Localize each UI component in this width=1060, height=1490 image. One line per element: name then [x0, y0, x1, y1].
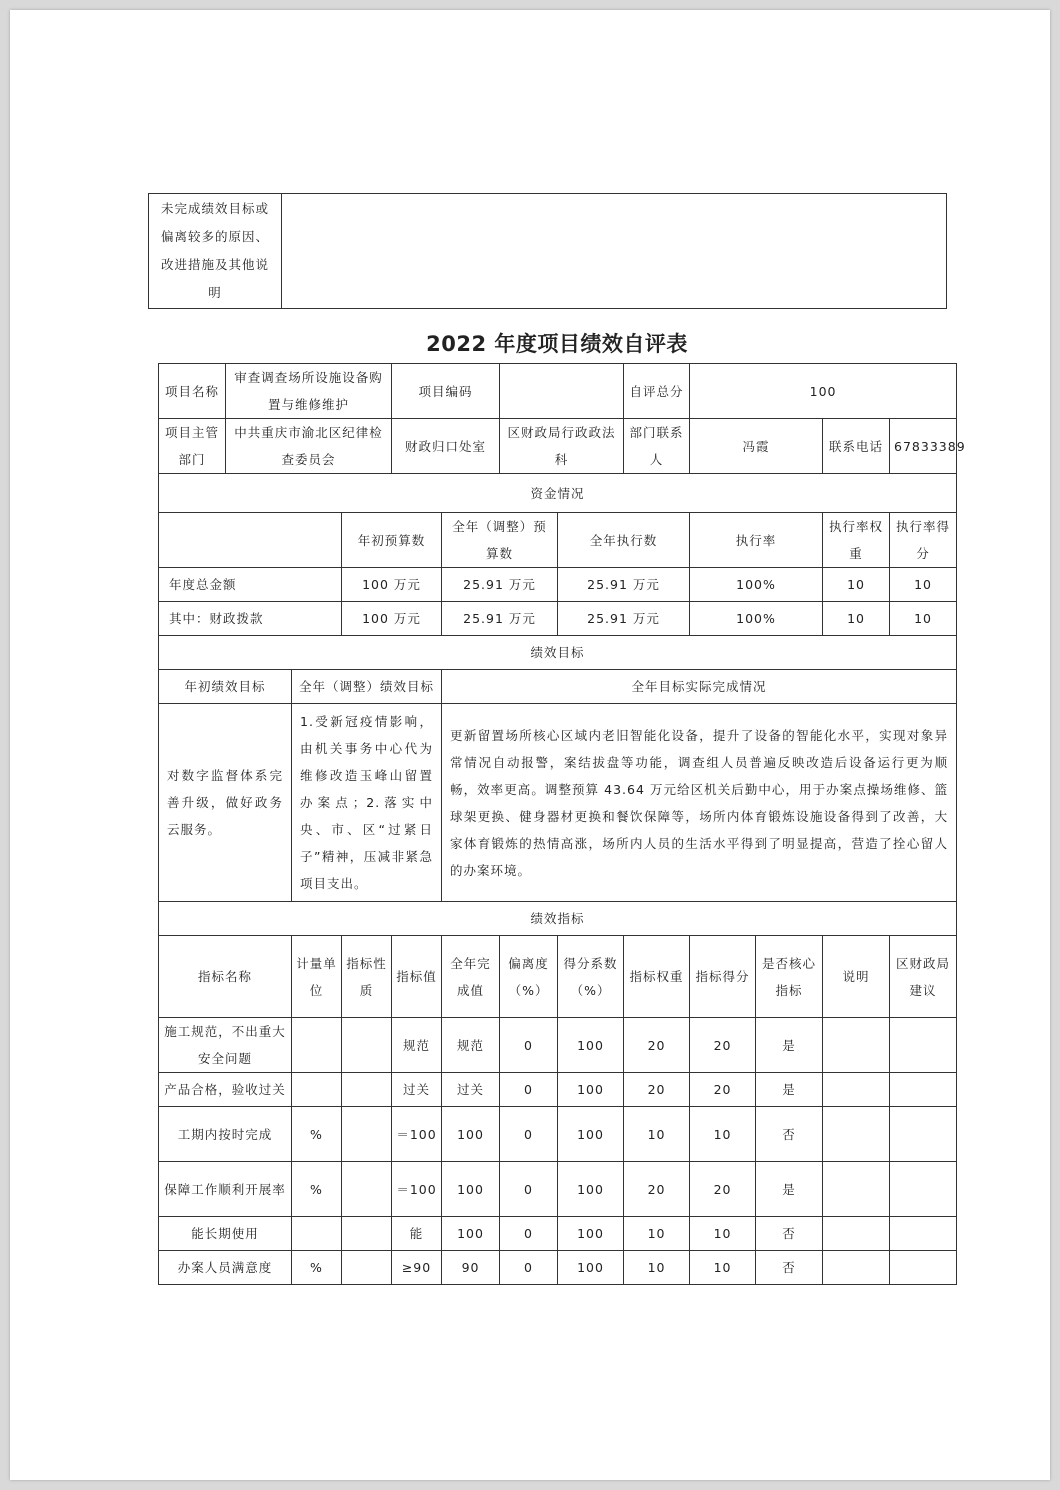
- indicator-cell: [342, 1217, 392, 1251]
- indicator-cell: [823, 1073, 890, 1107]
- funds-col-header: 全年执行数: [558, 513, 690, 568]
- indicator-cell: ≥90: [392, 1251, 442, 1285]
- funds-cell: 25.91 万元: [558, 568, 690, 602]
- indicator-name: 施工规范，不出重大安全问题: [159, 1018, 292, 1073]
- indicator-cell: 规范: [442, 1018, 500, 1073]
- goals-col-adjusted: 全年（调整）绩效目标: [292, 670, 442, 704]
- indicator-col-header: 偏离度（%）: [500, 936, 558, 1018]
- indicator-cell: 0: [500, 1162, 558, 1217]
- indicator-name: 工期内按时完成: [159, 1107, 292, 1162]
- funds-col-header: 年初预算数: [342, 513, 442, 568]
- goal-initial-text: 对数字监督体系完善升级，做好政务云服务。: [159, 704, 292, 902]
- indicator-cell: [890, 1107, 957, 1162]
- indicator-cell: 10: [690, 1251, 756, 1285]
- phone: 67833389: [890, 419, 957, 474]
- indicator-cell: [292, 1018, 342, 1073]
- indicator-rows: [159, 1018, 957, 1285]
- indicator-col-header: 是否核心指标: [756, 936, 823, 1018]
- indicator-cell: 10: [624, 1251, 690, 1285]
- indicator-cell: 否: [756, 1107, 823, 1162]
- page-title: 2022 年度项目绩效自评表: [426, 332, 688, 356]
- finance-office: 区财政局行政政法科: [500, 419, 624, 474]
- project-code: [500, 364, 624, 419]
- indicator-cell: 20: [624, 1018, 690, 1073]
- indicator-cell: 100: [558, 1018, 624, 1073]
- indicator-cell: 20: [690, 1073, 756, 1107]
- indicator-cell: 100: [442, 1107, 500, 1162]
- indicator-cell: 10: [690, 1107, 756, 1162]
- indicator-row: [159, 1251, 957, 1285]
- indicator-cell: 否: [756, 1217, 823, 1251]
- project-name: 审查调查场所设施设备购置与维修维护: [226, 364, 392, 419]
- funds-section-heading: 资金情况: [159, 474, 957, 513]
- indicator-row: [159, 1107, 957, 1162]
- indicator-cell: 100: [558, 1217, 624, 1251]
- indicator-cell: 20: [690, 1162, 756, 1217]
- funds-cell: 100%: [690, 568, 823, 602]
- indicator-col-header: 指标得分: [690, 936, 756, 1018]
- indicator-cell: 是: [756, 1162, 823, 1217]
- funds-row-label: 年度总金额: [159, 568, 342, 602]
- indicator-cell: 100: [442, 1162, 500, 1217]
- dept-label: 项目主管部门: [159, 419, 226, 474]
- indicator-cell: ＝100: [392, 1162, 442, 1217]
- indicator-cell: [342, 1162, 392, 1217]
- indicator-name: 能长期使用: [159, 1217, 292, 1251]
- indicator-cell: 0: [500, 1251, 558, 1285]
- indicator-col-header: 区财政局建议: [890, 936, 957, 1018]
- project-name-label: 项目名称: [159, 364, 226, 419]
- indicator-cell: [292, 1217, 342, 1251]
- indicator-cell: 20: [690, 1018, 756, 1073]
- indicator-cell: 100: [558, 1107, 624, 1162]
- indicator-cell: 能: [392, 1217, 442, 1251]
- indicator-cell: [890, 1162, 957, 1217]
- self-score: 100: [690, 364, 957, 419]
- indicator-cell: 过关: [392, 1073, 442, 1107]
- funds-cell: 25.91 万元: [558, 602, 690, 636]
- self-score-label: 自评总分: [624, 364, 690, 419]
- indicator-row: [159, 1073, 957, 1107]
- indicator-row: [159, 1162, 957, 1217]
- indicator-cell: 20: [624, 1162, 690, 1217]
- indicator-col-header: 指标名称: [159, 936, 292, 1018]
- note-table: [148, 193, 947, 309]
- funds-cell: 10: [823, 568, 890, 602]
- indicators-section-heading: 绩效指标: [159, 902, 957, 936]
- indicator-cell: [342, 1018, 392, 1073]
- indicator-cell: %: [292, 1251, 342, 1285]
- funds-cell: 10: [823, 602, 890, 636]
- indicator-cell: 是: [756, 1073, 823, 1107]
- indicator-cell: 100: [558, 1073, 624, 1107]
- indicator-col-header: 计量单位: [292, 936, 342, 1018]
- funds-col-header: 执行率: [690, 513, 823, 568]
- indicator-cell: [890, 1073, 957, 1107]
- indicator-cell: 0: [500, 1107, 558, 1162]
- indicator-cell: [823, 1217, 890, 1251]
- evaluation-table: [158, 363, 966, 1285]
- indicator-cell: 100: [558, 1251, 624, 1285]
- goals-col-actual: 全年目标实际完成情况: [442, 670, 957, 704]
- indicator-name: 产品合格，验收过关: [159, 1073, 292, 1107]
- indicator-cell: 否: [756, 1251, 823, 1285]
- indicator-cell: ＝100: [392, 1107, 442, 1162]
- indicator-col-header: 得分系数（%）: [558, 936, 624, 1018]
- goal-adjusted-text: 1.受新冠疫情影响，由机关事务中心代为维修改造玉峰山留置办案点；2.落实中央、市、区“过紧日子”精神，压减非紧急项目支出。: [292, 704, 442, 902]
- indicator-cell: [823, 1162, 890, 1217]
- indicator-row: [159, 1217, 957, 1251]
- funds-cell: 10: [890, 568, 957, 602]
- goals-col-initial: 年初绩效目标: [159, 670, 292, 704]
- indicator-cell: [342, 1251, 392, 1285]
- note-content: [282, 194, 947, 309]
- funds-cell: 10: [890, 602, 957, 636]
- dept: 中共重庆市渝北区纪律检查委员会: [226, 419, 392, 474]
- indicator-cell: [823, 1107, 890, 1162]
- funds-cell: 100%: [690, 602, 823, 636]
- indicator-cell: 20: [624, 1073, 690, 1107]
- indicator-col-header: 全年完成值: [442, 936, 500, 1018]
- funds-cell: 100 万元: [342, 602, 442, 636]
- contact-label: 部门联系人: [624, 419, 690, 474]
- phone-label: 联系电话: [823, 419, 890, 474]
- indicator-cell: 10: [624, 1107, 690, 1162]
- goal-actual-text: 更新留置场所核心区域内老旧智能化设备，提升了设备的智能化水平，实现对象异常情况自动报警，案结拔盘等功能，调查组人员普遍反映改造后设备运行更为顺畅，效率更高。调整预算 43.64 万元给区机关后勤中心，用于办案点操场维修、篮球架更换、健身器材更换和餐饮保障等，场所内体育锻炼设施设备得到了改善，大家体育锻炼的热情高涨，场所内人员的生活水平得到了明显提高，营造了拴心留人的办案环境。: [442, 704, 957, 902]
- indicator-col-header: 指标值: [392, 936, 442, 1018]
- indicator-cell: [823, 1018, 890, 1073]
- indicator-cell: [342, 1073, 392, 1107]
- indicator-name: 办案人员满意度: [159, 1251, 292, 1285]
- indicator-cell: [890, 1217, 957, 1251]
- indicator-cell: 90: [442, 1251, 500, 1285]
- funds-col-header: 执行率权重: [823, 513, 890, 568]
- funds-col-header: 全年（调整）预算数: [442, 513, 558, 568]
- indicator-cell: 10: [690, 1217, 756, 1251]
- indicator-cell: 是: [756, 1018, 823, 1073]
- project-code-label: 项目编码: [392, 364, 500, 419]
- indicator-cell: [292, 1073, 342, 1107]
- funds-cell: 25.91 万元: [442, 568, 558, 602]
- goals-section-heading: 绩效目标: [159, 636, 957, 670]
- indicator-cell: 100: [442, 1217, 500, 1251]
- indicator-col-header: 指标性质: [342, 936, 392, 1018]
- indicator-cell: [823, 1251, 890, 1285]
- finance-label: 财政归口处室: [392, 419, 500, 474]
- indicator-cell: %: [292, 1162, 342, 1217]
- indicator-cell: 10: [624, 1217, 690, 1251]
- indicator-cell: [342, 1107, 392, 1162]
- funds-row-label: 其中：财政拨款: [159, 602, 342, 636]
- indicator-cell: 0: [500, 1217, 558, 1251]
- indicator-cell: [890, 1018, 957, 1073]
- indicator-col-header: 指标权重: [624, 936, 690, 1018]
- funds-cell: 25.91 万元: [442, 602, 558, 636]
- indicator-row: [159, 1018, 957, 1073]
- note-label: 未完成绩效目标或偏离较多的原因、改进措施及其他说明: [149, 194, 282, 309]
- indicator-col-header: 说明: [823, 936, 890, 1018]
- contact-person: 冯霞: [690, 419, 823, 474]
- indicator-cell: 过关: [442, 1073, 500, 1107]
- indicator-cell: [890, 1251, 957, 1285]
- indicator-cell: 100: [558, 1162, 624, 1217]
- document-page: [10, 10, 1050, 1480]
- indicator-name: 保障工作顺利开展率: [159, 1162, 292, 1217]
- funds-cell: 100 万元: [342, 568, 442, 602]
- indicator-cell: 0: [500, 1018, 558, 1073]
- indicator-cell: 0: [500, 1073, 558, 1107]
- funds-col-header: 执行率得分: [890, 513, 957, 568]
- indicator-cell: %: [292, 1107, 342, 1162]
- indicator-cell: 规范: [392, 1018, 442, 1073]
- funds-corner: [159, 513, 342, 568]
